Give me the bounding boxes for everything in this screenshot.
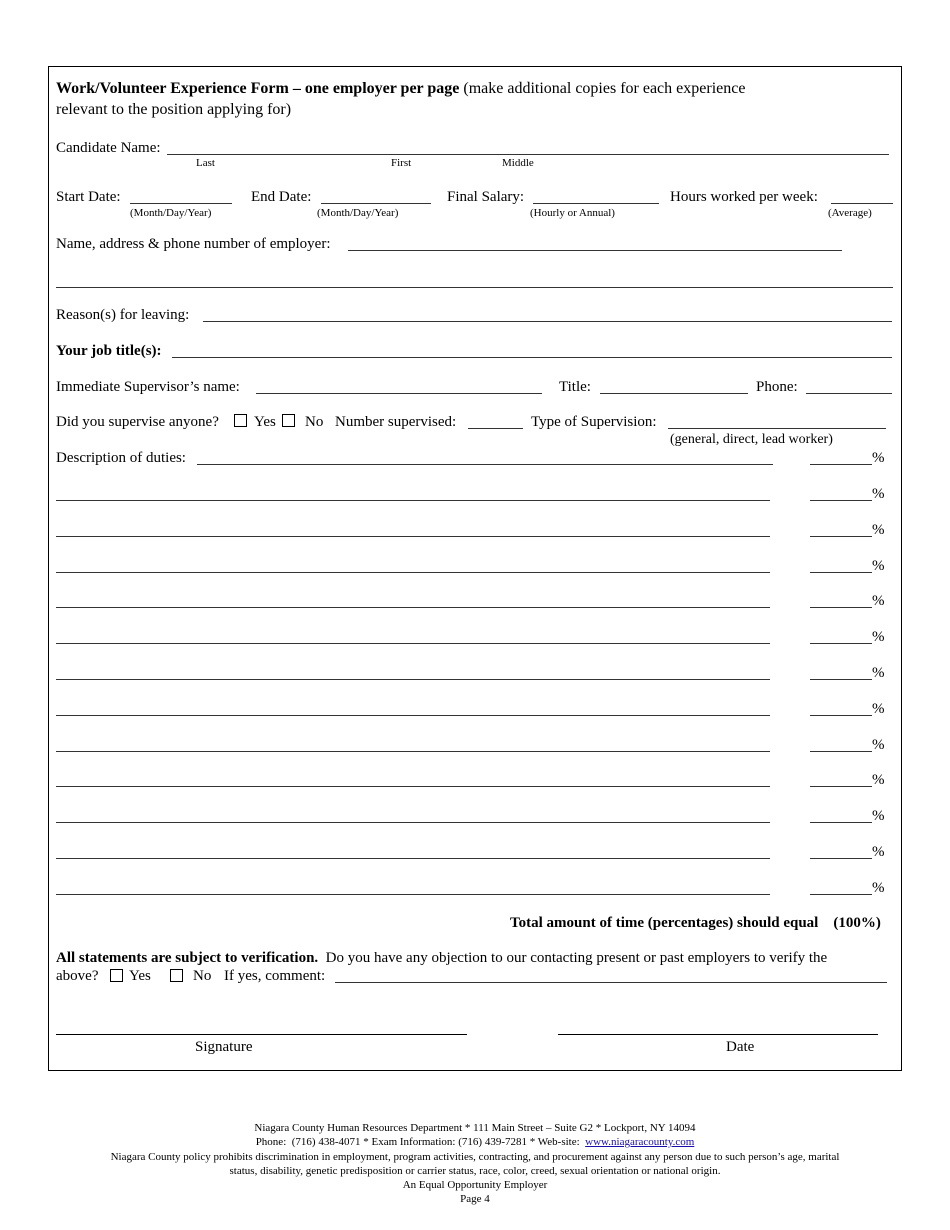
end-date-field[interactable] (321, 203, 431, 204)
duty-percent-field[interactable] (810, 500, 872, 501)
final-salary-label: Final Salary: (447, 189, 525, 205)
supervisor-title-label: Title: (559, 379, 591, 395)
supervisor-field[interactable] (256, 393, 542, 394)
footer-eoe: An Equal Opportunity Employer (402, 1179, 548, 1191)
duty-line[interactable] (56, 536, 770, 537)
footer-page-number: Page 4 (460, 1193, 490, 1205)
percent-sign: % (872, 486, 885, 502)
form-title-rest: (make additional copies for each experience (459, 80, 746, 97)
percent-sign: % (872, 772, 885, 788)
start-date-label: Start Date: (56, 189, 121, 205)
type-supervision-field[interactable] (668, 428, 886, 429)
start-date-field[interactable] (130, 203, 232, 204)
duties-label: Description of duties: (56, 450, 186, 466)
supervise-question: Did you supervise anyone? (56, 414, 219, 430)
hours-field[interactable] (831, 203, 893, 204)
supervisor-title-field[interactable] (600, 393, 748, 394)
duty-percent-field[interactable] (810, 858, 872, 859)
duty-line[interactable] (56, 643, 770, 644)
percent-sign: % (872, 737, 885, 753)
verify-statement (56, 949, 827, 967)
comment-label: If yes, comment: (224, 968, 326, 984)
reason-label: Reason(s) for leaving: (56, 307, 190, 323)
duty-percent-field[interactable] (810, 679, 872, 680)
final-salary-field[interactable] (533, 203, 659, 204)
date-label: Date (726, 1039, 755, 1055)
total-label-text: Total amount of time (percentages) should equal (510, 915, 819, 931)
duty-line[interactable] (56, 572, 770, 573)
signature-field[interactable] (56, 1034, 467, 1035)
start-date-hint: (Month/Day/Year) (130, 207, 212, 219)
total-label (510, 914, 881, 932)
duty-percent-field[interactable] (810, 607, 872, 608)
duty-percent-field[interactable] (810, 536, 872, 537)
comment-field[interactable] (335, 982, 887, 983)
duty-line[interactable] (56, 822, 770, 823)
hours-hint: (Average) (828, 207, 872, 219)
employer-field-line2[interactable] (56, 287, 893, 288)
verify-yes-label: Yes (129, 968, 151, 984)
employer-label: Name, address & phone number of employer: (56, 236, 331, 252)
hours-label: Hours worked per week: (670, 189, 818, 205)
footer-contact (0, 1135, 950, 1149)
duty-line[interactable] (56, 607, 770, 608)
duty-line[interactable] (56, 786, 770, 787)
candidate-name-field[interactable] (167, 154, 889, 155)
percent-sign: % (872, 558, 885, 574)
signature-label: Signature (195, 1039, 253, 1055)
end-date-label: End Date: (251, 189, 312, 205)
verify-no-label: No (193, 968, 212, 984)
type-supervision-hint: (general, direct, lead worker) (670, 432, 833, 447)
name-first-hint: First (391, 157, 412, 169)
duty-percent-field[interactable] (810, 464, 872, 465)
number-supervised-label: Number supervised: (335, 414, 457, 430)
footer-policy: Niagara County policy prohibits discrimination in employment, program activities, contracting, and procurement against any person due to such person’s age, marital (110, 1151, 840, 1163)
duty-line[interactable] (56, 500, 770, 501)
duty-line[interactable] (56, 894, 770, 895)
reason-field[interactable] (203, 321, 892, 322)
job-title-field[interactable] (172, 357, 892, 358)
duty-line[interactable] (56, 715, 770, 716)
supervisor-label: Immediate Supervisor’s name: (56, 379, 240, 395)
footer-policy-cont: status, disability, genetic predisposition or carrier status, race, color, creed, sexual orientation or national origin. (229, 1165, 721, 1177)
duty-line[interactable] (56, 858, 770, 859)
percent-sign: % (872, 808, 885, 824)
duty-percent-field[interactable] (810, 822, 872, 823)
percent-sign: % (872, 665, 885, 681)
supervise-no-checkbox[interactable] (282, 414, 295, 427)
percent-sign: % (872, 629, 885, 645)
percent-sign: % (872, 593, 885, 609)
duty-line[interactable] (197, 464, 773, 465)
form-title-bold: Work/Volunteer Experience Form – one employer per page (56, 80, 460, 97)
duty-percent-field[interactable] (810, 751, 872, 752)
duty-percent-field[interactable] (810, 572, 872, 573)
duty-percent-field[interactable] (810, 786, 872, 787)
form-title (56, 79, 745, 98)
supervisor-phone-field[interactable] (806, 393, 892, 394)
name-middle-hint: Middle (502, 157, 534, 169)
duty-percent-field[interactable] (810, 894, 872, 895)
candidate-name-label: Candidate Name: (56, 140, 161, 156)
website-link[interactable]: www.niagaracounty.com (585, 1136, 695, 1148)
percent-sign: % (872, 450, 885, 466)
number-supervised-field[interactable] (468, 428, 523, 429)
type-supervision-label: Type of Supervision: (531, 414, 657, 430)
verify-no-checkbox[interactable] (170, 969, 183, 982)
name-last-hint: Last (196, 157, 215, 169)
form-title-line2: relevant to the position applying for) (56, 101, 292, 118)
footer-phone-text: Phone: (716) 438-4071 * Exam Information: (716) 439-7281 * Web-site: (255, 1136, 586, 1148)
duty-percent-field[interactable] (810, 643, 872, 644)
supervise-yes-label: Yes (254, 414, 276, 430)
verify-yes-checkbox[interactable] (110, 969, 123, 982)
duty-line[interactable] (56, 679, 770, 680)
supervise-yes-checkbox[interactable] (234, 414, 247, 427)
supervisor-phone-label: Phone: (756, 379, 798, 395)
verify-bold: All statements are subject to verification. (56, 950, 319, 966)
total-value: (100%) (833, 915, 881, 931)
supervise-no-label: No (305, 414, 324, 430)
final-salary-hint: (Hourly or Annual) (530, 207, 615, 219)
percent-sign: % (872, 522, 885, 538)
footer-address: Niagara County Human Resources Department * 111 Main Street – Suite G2 * Lockport, NY 14094 (254, 1122, 696, 1134)
employer-field[interactable] (348, 250, 842, 251)
verify-text: Do you have any objection to our contacting present or past employers to verify the (318, 950, 828, 966)
verify-above: above? (56, 968, 99, 984)
end-date-hint: (Month/Day/Year) (317, 207, 399, 219)
percent-sign: % (872, 844, 885, 860)
date-field[interactable] (558, 1034, 878, 1035)
percent-sign: % (872, 880, 885, 896)
job-title-label: Your job title(s): (56, 343, 162, 359)
duty-line[interactable] (56, 751, 770, 752)
percent-sign: % (872, 701, 885, 717)
duty-percent-field[interactable] (810, 715, 872, 716)
